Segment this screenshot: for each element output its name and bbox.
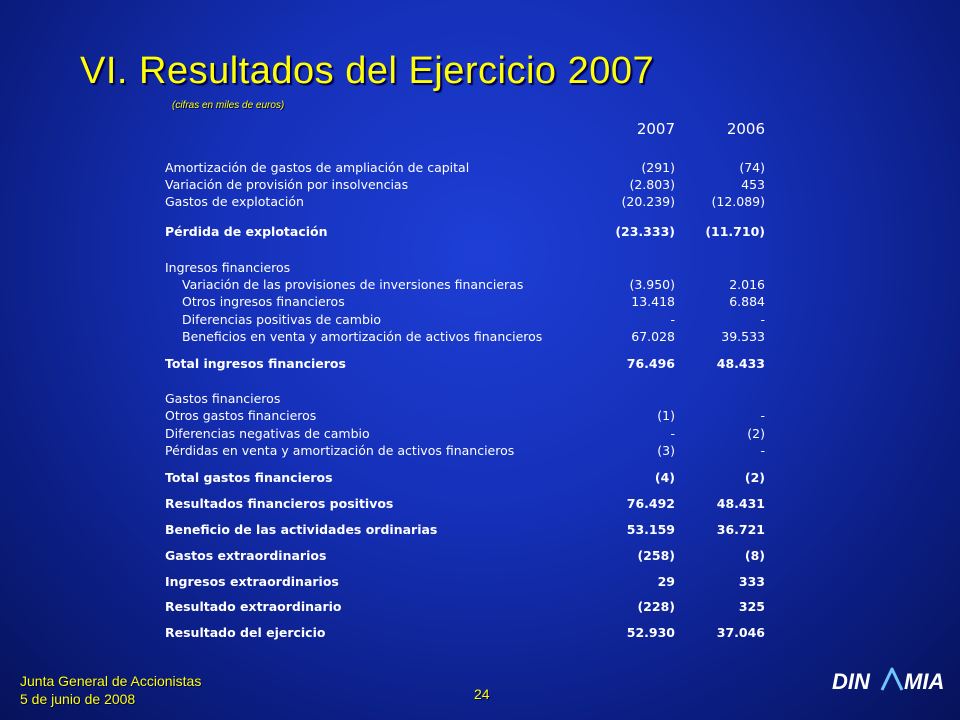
row-label: Variación de provisión por insolvencias bbox=[165, 177, 409, 192]
row-label: Beneficio de las actividades ordinarias bbox=[165, 522, 438, 537]
row-label: Total ingresos financieros bbox=[165, 356, 346, 371]
table-row-total bbox=[165, 356, 765, 372]
footer-event-name: Junta General de Accionistas bbox=[20, 673, 202, 689]
row-label: Ingresos financieros bbox=[165, 260, 291, 275]
value-2006: (8) bbox=[744, 548, 765, 563]
subtitle-units: (cifras en miles de euros) bbox=[172, 100, 285, 111]
table-row bbox=[165, 312, 765, 328]
value-2007: (23.333) bbox=[615, 224, 675, 239]
table-row-total bbox=[165, 625, 765, 641]
value-2007: (2.803) bbox=[629, 177, 675, 192]
row-label: Pérdidas en venta y amortización de activos financieros bbox=[165, 443, 515, 458]
value-2006: 48.431 bbox=[716, 496, 765, 511]
value-2007: - bbox=[670, 312, 675, 327]
value-2006: 6.884 bbox=[729, 294, 765, 309]
table-row-total bbox=[165, 574, 765, 590]
value-2007: (258) bbox=[637, 548, 675, 563]
value-2007: 76.496 bbox=[626, 356, 675, 371]
value-2006: (74) bbox=[739, 160, 765, 175]
row-label: Diferencias positivas de cambio bbox=[182, 312, 382, 327]
logo-a-mark-icon bbox=[882, 669, 902, 690]
row-label: Total gastos financieros bbox=[165, 470, 333, 485]
table-row bbox=[165, 177, 765, 193]
table-row bbox=[165, 294, 765, 310]
value-2006: (2) bbox=[747, 426, 765, 441]
value-2007: (3.950) bbox=[629, 277, 675, 292]
value-2006: 37.046 bbox=[716, 625, 765, 640]
value-2007: 67.028 bbox=[631, 329, 675, 344]
row-label: Ingresos extraordinarios bbox=[165, 574, 339, 589]
value-2006: (12.089) bbox=[711, 194, 765, 209]
value-2006: (11.710) bbox=[705, 224, 765, 239]
table-row bbox=[165, 408, 765, 424]
section-heading bbox=[165, 391, 765, 407]
table-row-total bbox=[165, 470, 765, 486]
value-2006: - bbox=[760, 443, 765, 458]
value-2007: (228) bbox=[637, 599, 675, 614]
row-label: Gastos extraordinarios bbox=[165, 548, 327, 563]
slide-title: VI. Resultados del Ejercicio 2007 bbox=[80, 50, 655, 92]
value-2006: 333 bbox=[738, 574, 765, 589]
table-row bbox=[165, 160, 765, 176]
table-row bbox=[165, 194, 765, 210]
value-2006: (2) bbox=[744, 470, 765, 485]
row-label: Diferencias negativas de cambio bbox=[165, 426, 370, 441]
row-label: Variación de las provisiones de inversiones financieras bbox=[182, 277, 524, 292]
value-2007: (20.239) bbox=[621, 194, 675, 209]
dinamia-logo bbox=[830, 662, 950, 698]
value-2006: - bbox=[760, 312, 765, 327]
row-label: Gastos de explotación bbox=[165, 194, 304, 209]
row-label: Otros ingresos financieros bbox=[182, 294, 345, 309]
footer-event-date: 5 de junio de 2008 bbox=[20, 691, 136, 707]
row-label: Pérdida de explotación bbox=[165, 224, 328, 239]
value-2007: (1) bbox=[657, 408, 675, 423]
table-row bbox=[165, 329, 765, 345]
table-row bbox=[165, 443, 765, 459]
logo-text-right: MIA bbox=[904, 669, 945, 694]
table-row-total bbox=[165, 599, 765, 615]
column-header-2007: 2007 bbox=[636, 120, 675, 138]
row-label: Resultados financieros positivos bbox=[165, 496, 394, 511]
value-2007: 53.159 bbox=[626, 522, 675, 537]
value-2006: 48.433 bbox=[716, 356, 765, 371]
column-header-2006: 2006 bbox=[726, 120, 765, 138]
table-row-total bbox=[165, 548, 765, 564]
table-row-total bbox=[165, 522, 765, 538]
row-label: Gastos financieros bbox=[165, 391, 281, 406]
page-number: 24 bbox=[474, 686, 490, 702]
value-2006: 2.016 bbox=[729, 277, 765, 292]
value-2007: 76.492 bbox=[626, 496, 675, 511]
value-2007: (4) bbox=[654, 470, 675, 485]
row-label: Otros gastos financieros bbox=[165, 408, 317, 423]
value-2006: 36.721 bbox=[716, 522, 765, 537]
row-label: Resultado del ejercicio bbox=[165, 625, 326, 640]
row-label: Resultado extraordinario bbox=[165, 599, 342, 614]
value-2007: - bbox=[670, 426, 675, 441]
value-2006: - bbox=[760, 408, 765, 423]
table-row-total bbox=[165, 496, 765, 512]
table-row-total bbox=[165, 224, 765, 240]
row-label: Amortización de gastos de ampliación de capital bbox=[165, 160, 470, 175]
value-2007: 52.930 bbox=[626, 625, 675, 640]
logo-text-left: DIN bbox=[832, 669, 870, 694]
value-2007: 29 bbox=[657, 574, 675, 589]
table-row bbox=[165, 277, 765, 293]
footer-event bbox=[20, 672, 201, 708]
value-2007: 13.418 bbox=[631, 294, 675, 309]
value-2006: 325 bbox=[738, 599, 765, 614]
value-2006: 39.533 bbox=[721, 329, 765, 344]
table-row bbox=[165, 426, 765, 442]
section-heading bbox=[165, 260, 765, 276]
row-label: Beneficios en venta y amortización de activos financieros bbox=[182, 329, 543, 344]
value-2006: 453 bbox=[741, 177, 765, 192]
value-2007: (3) bbox=[657, 443, 675, 458]
value-2007: (291) bbox=[641, 160, 675, 175]
